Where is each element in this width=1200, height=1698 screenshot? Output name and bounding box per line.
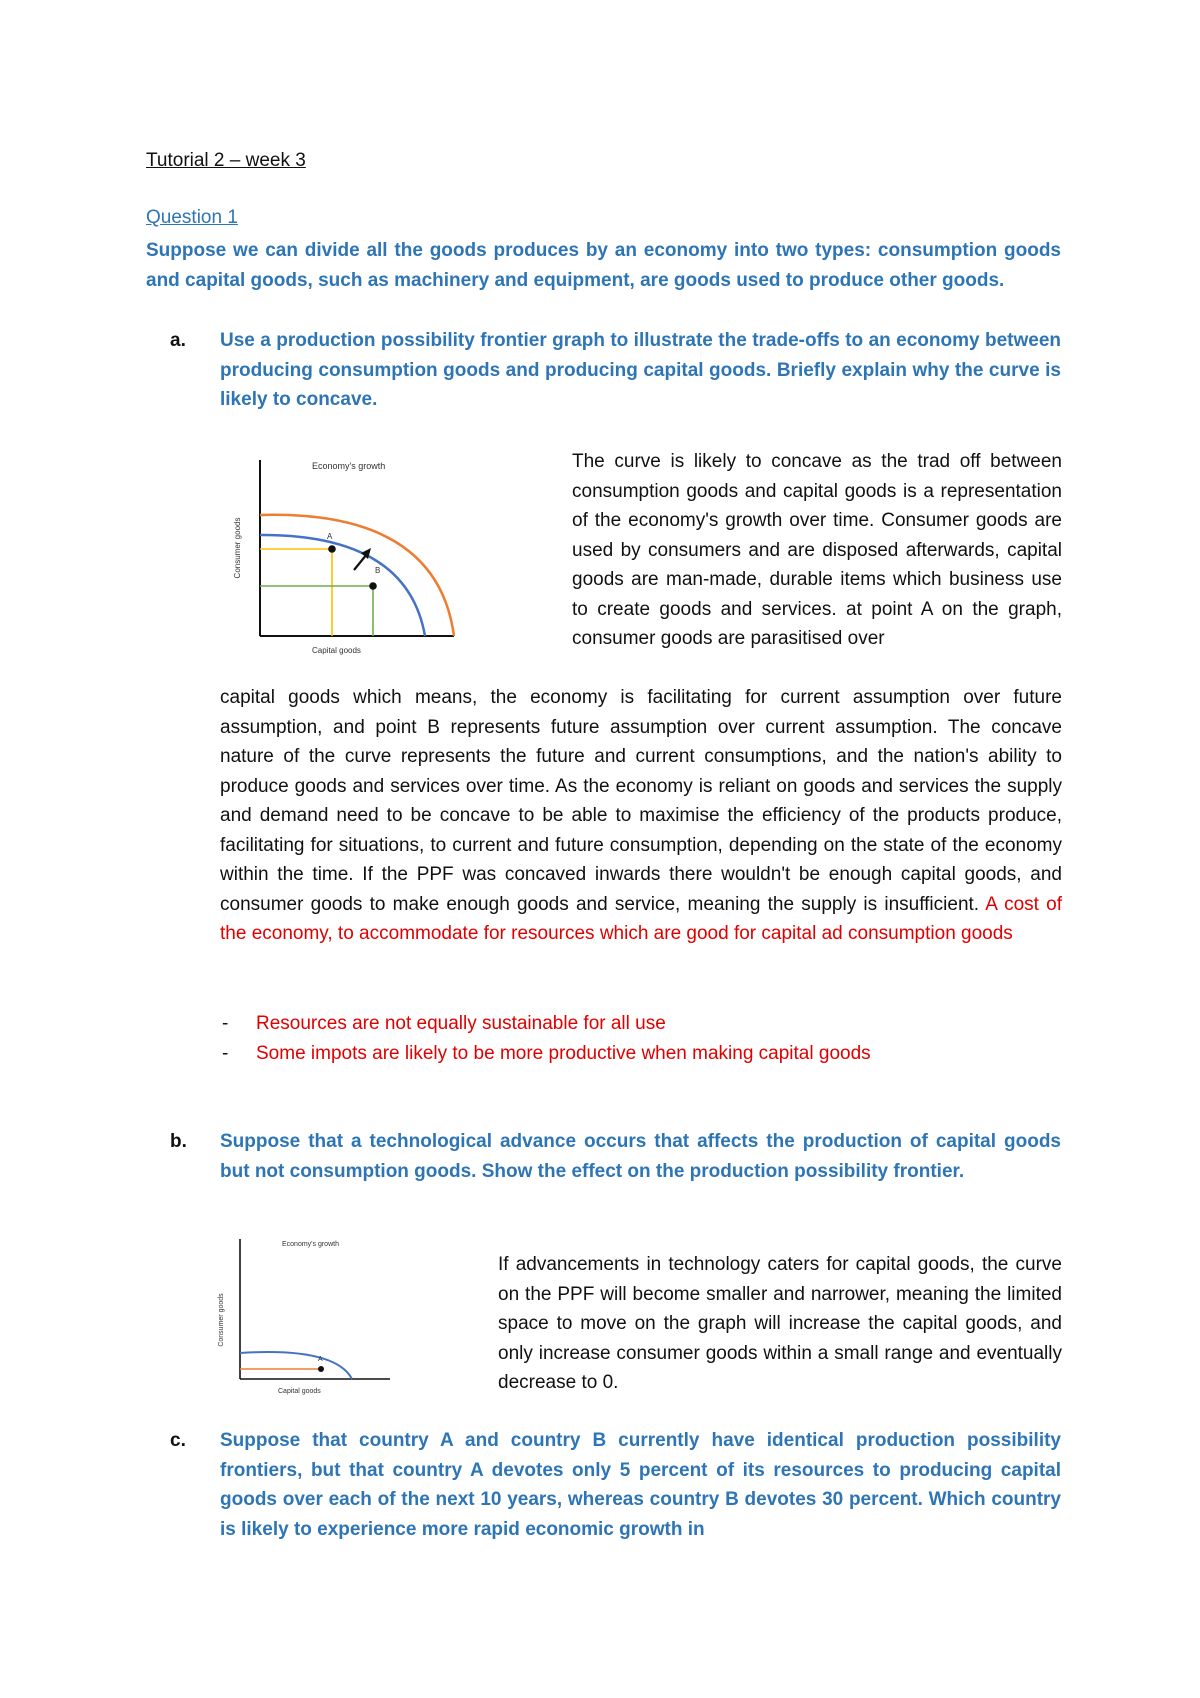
graph-a-title: Economy's growth bbox=[312, 461, 386, 471]
part-a-question: Use a production possibility frontier graph to illustrate the trade-offs to an economy between producing consumption goods and producing capital goods. Briefly explain why the curve is likely to concave. bbox=[220, 330, 1061, 410]
ppf-narrow-curve bbox=[240, 1352, 352, 1379]
part-c-question-block bbox=[170, 1426, 1061, 1544]
graph-b-x-label: Capital goods bbox=[278, 1388, 321, 1395]
part-c-question: Suppose that country A and country B currently have identical production possibility frontiers, but that country A devotes only 5 percent of its resources to producing capital goods over each of the next 10 years, whereas country B devotes 30 percent. Which country is likely to experience more rapid economic growth in bbox=[220, 1430, 1061, 1540]
point-a-marker bbox=[328, 545, 336, 553]
bullet-item: - Some impots are likely to be more productive when making capital goods bbox=[222, 1042, 871, 1064]
point-a-marker bbox=[318, 1366, 324, 1372]
graph-b-title: Economy's growth bbox=[282, 1241, 339, 1248]
graph-a-x-label: Capital goods bbox=[312, 646, 361, 655]
document-title: Tutorial 2 – week 3 bbox=[146, 150, 306, 171]
part-a-answer-black: capital goods which means, the economy is facilitating for current assumption over future assumption, and point B represents future assumption over current assumption. The concave nature of the curve represents the future and current consumptions, and the nation's ability to produce goods and services over time. As the economy is reliant on goods and services the supply and demand need to be concave to be able to maximise the efficiency of the products produce, facilitating for situations, to current and future consumption, depending on the state of the economy within the time. If the PPF was concaved inwards there wouldn't be enough capital goods, and consumer goods to make enough goods and service, meaning the supply is insufficient. bbox=[220, 687, 1062, 915]
part-a-question-block bbox=[170, 326, 1061, 415]
part-c-label: c. bbox=[170, 1430, 186, 1451]
ppf-graph-a bbox=[222, 450, 482, 662]
part-a-bullet-list bbox=[222, 1009, 1062, 1068]
ppf-shifted-curve bbox=[260, 515, 454, 636]
point-b-marker bbox=[369, 582, 377, 590]
part-a-label: a. bbox=[170, 330, 186, 351]
part-b-label: b. bbox=[170, 1131, 187, 1152]
question-1-intro: Suppose we can divide all the goods produces by an economy into two types: consumption goods and capital goods, such as machinery and equipment, are goods used to produce other goods. bbox=[146, 240, 1061, 291]
part-b-question-block bbox=[170, 1127, 1061, 1186]
part-b-question: Suppose that a technological advance occurs that affects the production of capital goods but not consumption goods. Show the effect on the production possibility frontier. bbox=[220, 1131, 1061, 1182]
part-a-answer-side: The curve is likely to concave as the trad off between consumption goods and capital goods is a representation of the economy's growth over time. Consumer goods are used by consumers and are disposed afterwards, capital goods are man-made, durable items which business use to create goods and services. at point A on the graph, consumer goods are parasitised over bbox=[572, 451, 1062, 649]
ppf-graph-b bbox=[210, 1235, 410, 1397]
part-a-answer-red: A cost of the economy, to accommodate for resources which are good for capital ad consumption goods bbox=[220, 893, 1062, 944]
graph-a-y-label: Consumer goods bbox=[233, 517, 242, 579]
bullet-item: - Resources are not equally sustainable for all use bbox=[222, 1013, 666, 1034]
part-b-answer: If advancements in technology caters for capital goods, the curve on the PPF will become smaller and narrower, meaning the limited space to move on the graph will increase the capital goods, and only increase consumer goods within a small range and eventually decrease to 0. bbox=[498, 1254, 1062, 1393]
graph-b-y-label: Consumer goods bbox=[218, 1293, 225, 1347]
graph-b-point-a-label: A bbox=[318, 1356, 323, 1363]
point-b-label: B bbox=[375, 566, 381, 575]
question-1-heading: Question 1 bbox=[146, 207, 238, 228]
part-a-answer-full bbox=[220, 683, 1062, 949]
point-a-label: A bbox=[327, 532, 333, 541]
